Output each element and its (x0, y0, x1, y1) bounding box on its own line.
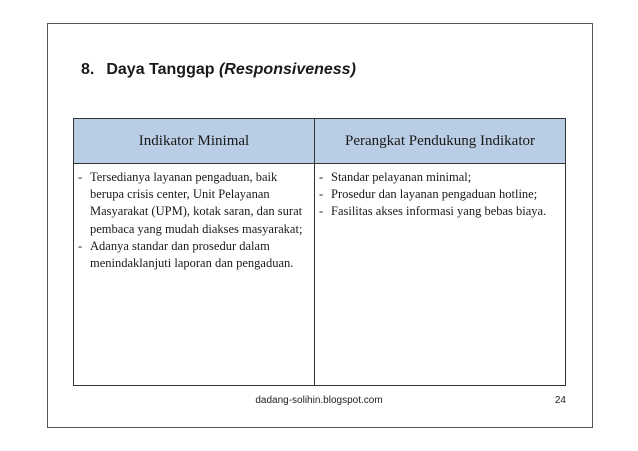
slide-title (81, 61, 356, 79)
title-italic: (Responsiveness) (218, 61, 356, 78)
title-number: 8. (81, 61, 95, 78)
cell-indikator-minimal (78, 169, 310, 272)
cell-perangkat-pendukung (319, 169, 562, 221)
list-item: - Adanya standar dan prosedur dalam menindaklanjuti laporan dan pengaduan. (78, 238, 294, 271)
list-item: - Tersedianya layanan pengaduan, baik berupa crisis center, Unit Pelayanan Masyarakat (UPM), kotak saran, dan surat pembaca yang mudah diakses masyarakat; (78, 170, 303, 236)
list-item: - Standar pelayanan minimal; (319, 170, 472, 184)
list-item: - Fasilitas akses informasi yang bebas biaya. (319, 204, 547, 219)
header-perangkat-pendukung: Perangkat Pendukung Indikator (345, 132, 535, 149)
title-main: Daya Tanggap (106, 61, 215, 78)
list-item: - Prosedur dan layanan pengaduan hotline; (319, 187, 538, 202)
header-indikator-minimal: Indikator Minimal (138, 132, 250, 149)
page-number: 24 (554, 395, 566, 406)
footer-url: dadang-solihin.blogspot.com (255, 395, 383, 406)
slide (47, 23, 593, 428)
indicator-table (73, 118, 566, 386)
